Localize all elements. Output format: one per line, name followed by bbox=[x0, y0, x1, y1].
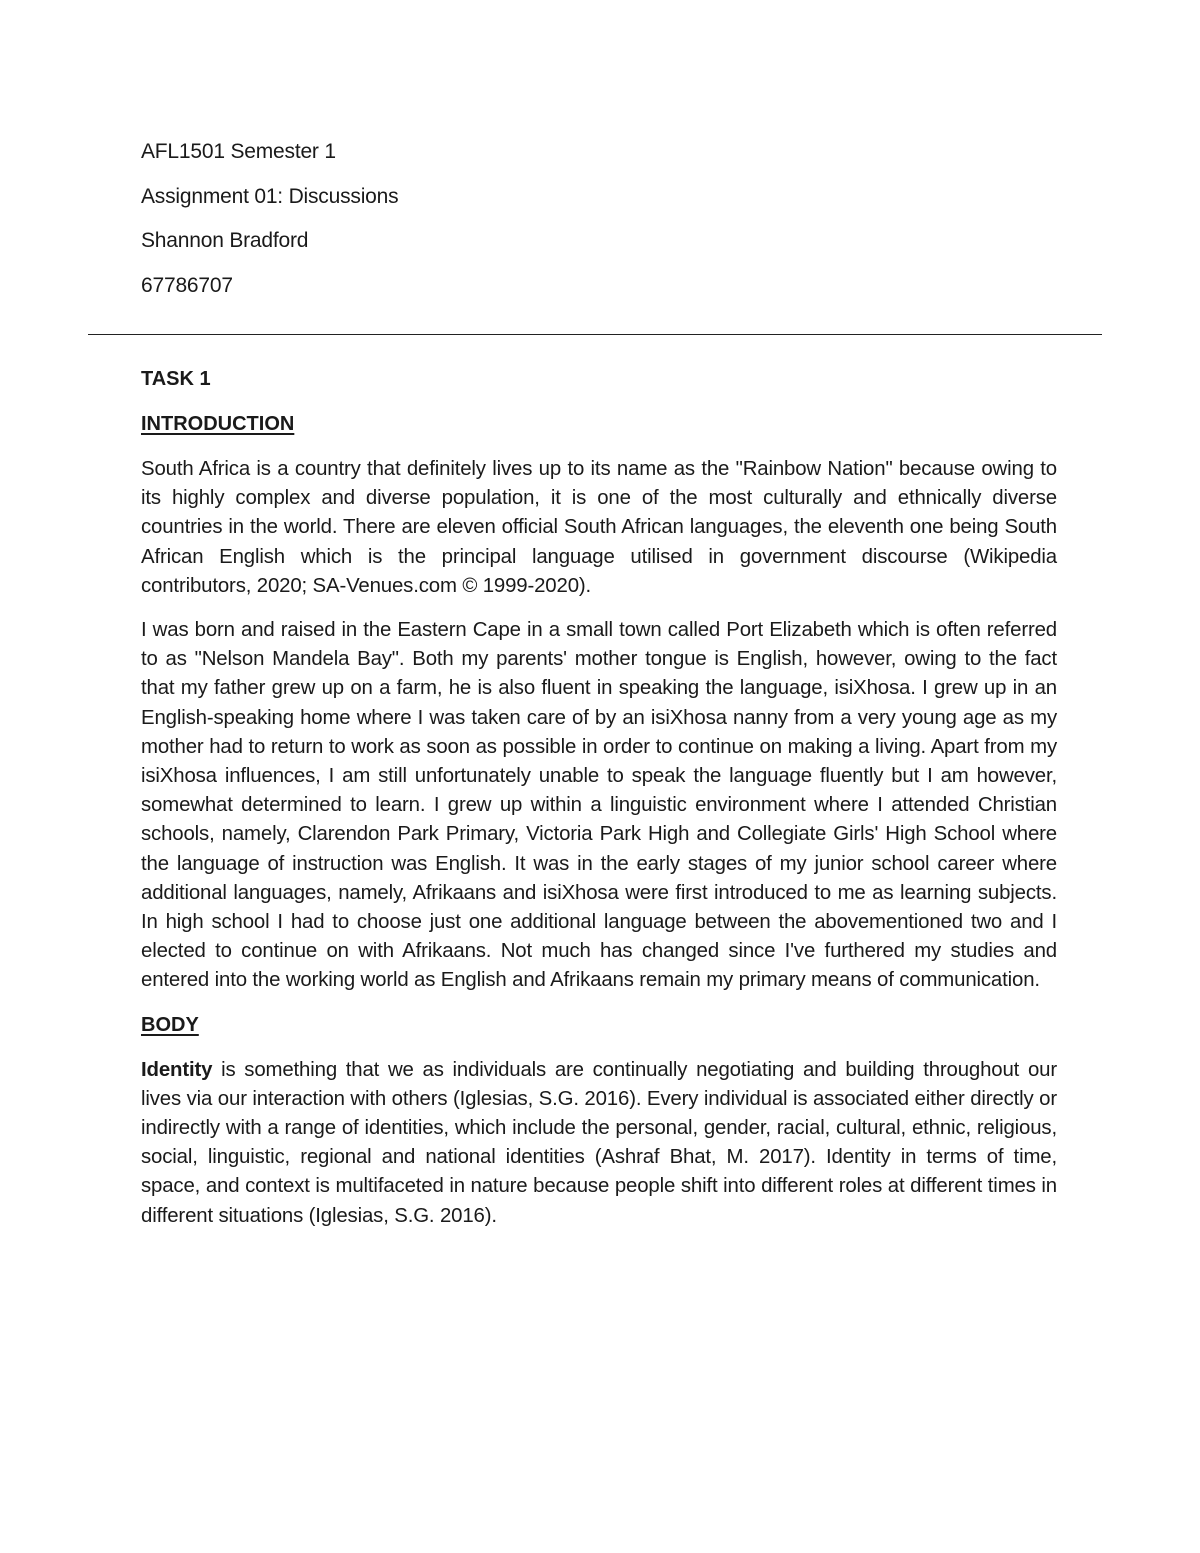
document-body bbox=[141, 365, 1057, 1246]
student-name: Shannon Bradford bbox=[141, 229, 309, 253]
student-number: 67786707 bbox=[141, 274, 233, 298]
identity-term: Identity bbox=[141, 1058, 213, 1081]
introduction-paragraph-2: I was born and raised in the Eastern Cape in a small town called Port Elizabeth which is often referred to as "Nelson Mandela Bay". Both my parents' mother tongue is English, however, owing to the fact that my father grew up on a farm, he is also fluent in speaking the language, isiXhosa. I grew up in an English-speaking home where I was taken care of by an isiXhosa nanny from a very young age as my mother had to return to work as soon as possible in order to continue on making a living. Apart from my isiXhosa influences, I am still unfortunately unable to speak the language fluently but I am however, somewhat determined to learn. I grew up within a linguistic environment where I attended Christian schools, namely, Clarendon Park Primary, Victoria Park High and Collegiate Girls' High School where the language of instruction was English. It was in the early stages of my junior school career where additional languages, namely, Afrikaans and isiXhosa were first introduced to me as learning subjects. In high school I had to choose just one additional language between the abovementioned two and I elected to continue on with Afrikaans. Not much has changed since I've furthered my studies and entered into the working world as English and Afrikaans remain my primary means of communication. bbox=[141, 619, 1057, 992]
assignment-title: Assignment 01: Discussions bbox=[141, 184, 399, 208]
task-heading: TASK 1 bbox=[141, 368, 211, 390]
introduction-paragraph-1: South Africa is a country that definitely lives up to its name as the "Rainbow Nation" because owing to its highly complex and diverse population, it is one of the most culturally and ethnically diverse countries in the world. There are eleven official South African languages, the eleventh one being South African English which is the principal language utilised in government discourse (Wikipedia contributors, 2020; SA-Venues.com © 1999-2020). bbox=[141, 458, 1057, 597]
body-paragraph-1-text: is something that we as individuals are continually negotiating and building throughout our lives via our interaction with others (Iglesias, S.G. 2016). Every individual is associated either directly or indirectly with a range of identities, which include the personal, gender, racial, cultural, ethnic, religious, social, linguistic, regional and national identities (Ashraf Bhat, M. 2017). Identity in terms of time, space, and context is multifaceted in nature because people shift into different roles at different times in different situations (Iglesias, S.G. 2016). bbox=[141, 1058, 1057, 1227]
horizontal-divider bbox=[88, 334, 1102, 335]
body-paragraph-1 bbox=[141, 1056, 1057, 1231]
introduction-heading: INTRODUCTION bbox=[141, 413, 295, 435]
body-heading: BODY bbox=[141, 1013, 199, 1036]
document-header bbox=[141, 138, 1041, 317]
course-code: AFL1501 Semester 1 bbox=[141, 140, 336, 163]
